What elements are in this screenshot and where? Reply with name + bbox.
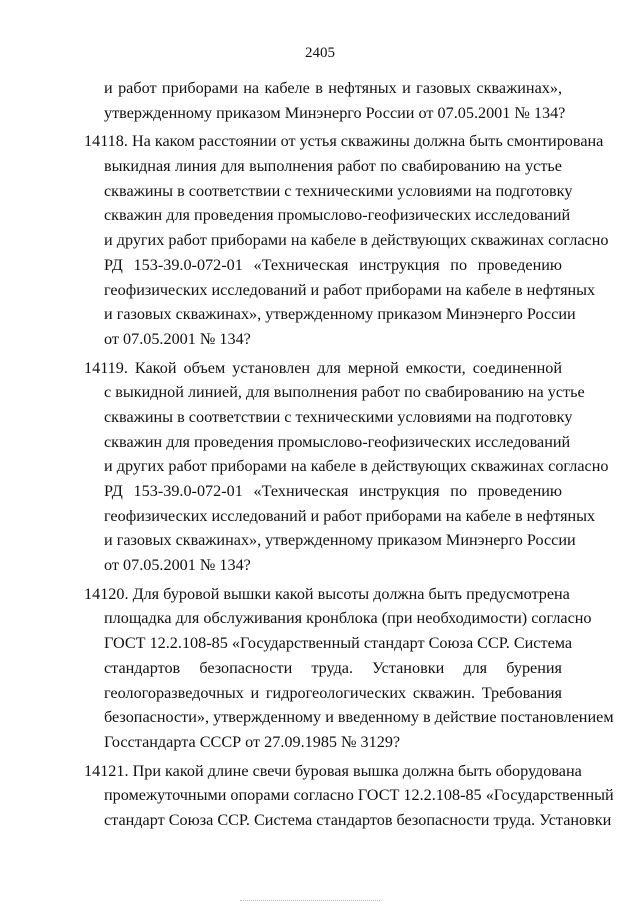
text-line: РД 153-39.0-072-01 «Техническая инструкция по проведению (104, 255, 562, 274)
question-list (84, 76, 614, 833)
text-line: с выкидной линией, для выполнения работ по свабированию на устье (104, 383, 585, 402)
text-line: геофизических исследований и работ приборами на кабеле в нефтяных (104, 506, 596, 525)
text-line: скважины в соответствии с техническими условиями на подготовку (104, 407, 573, 426)
question-start-line: 14121. При какой длине свечи буровая вышка должна быть оборудована (84, 761, 582, 780)
text-line: безопасности», утвержденному и введенному в действие постановлением (104, 708, 614, 727)
text-line: и других работ приборами на кабеле в действующих скважинах согласно (104, 231, 609, 250)
text-line: от 07.05.2001 № 134? (104, 329, 251, 348)
text-line: скважин для проведения промыслово-геофизических исследований (104, 432, 571, 451)
scan-edge-mark (240, 900, 380, 902)
question-start-line: 14118. На каком расстоянии от устья скважины должна быть смонтирована (84, 132, 604, 151)
text-line: выкидная линия для выполнения работ по свабированию на устье (104, 157, 562, 176)
text-line: Госстандарта СССР от 27.09.1985 № 3129? (104, 732, 401, 751)
text-line: скважины в соответствии с техническими условиями на подготовку (104, 181, 573, 200)
text-line: промежуточными опорами согласно ГОСТ 12.2.108-85 «Государственный (104, 786, 614, 805)
text-line: и работ приборами на кабеле в нефтяных и газовых скважинах», (104, 79, 562, 97)
page-number: 2405 (305, 45, 335, 61)
text-line: стандартов безопасности труда. Установки для бурения (104, 658, 562, 677)
question-start-line: 14120. Для буровой вышки какой высоты должна быть предусмотрена (84, 584, 570, 603)
text-line: и газовых скважинах», утвержденному приказом Минэнерго России (104, 305, 576, 324)
text-line: утвержденному приказом Минэнерго России от 07.05.2001 № 134? (104, 103, 566, 122)
text-line: от 07.05.2001 № 134? (104, 556, 251, 575)
text-line: стандарт Союза ССР. Система стандартов безопасности труда. Установки (104, 810, 612, 829)
text-line: геологоразведочных и гидрогеологических скважин. Требования (104, 683, 562, 702)
question-start-line: 14119. Какой объем установлен для мерной емкости, соединенной (84, 358, 562, 377)
text-line: площадка для обслуживания кронблока (при необходимости) согласно (104, 609, 592, 628)
text-line: и газовых скважинах», утвержденному приказом Минэнерго России (104, 531, 576, 550)
text-line: скважин для проведения промыслово-геофизических исследований (104, 206, 571, 225)
text-line: и других работ приборами на кабеле в действующих скважинах согласно (104, 457, 609, 476)
text-line: РД 153-39.0-072-01 «Техническая инструкция по проведению (104, 482, 562, 500)
text-line: геофизических исследований и работ приборами на кабеле в нефтяных (104, 280, 596, 299)
text-line: ГОСТ 12.2.108-85 «Государственный стандарт Союза ССР. Система (104, 634, 573, 653)
